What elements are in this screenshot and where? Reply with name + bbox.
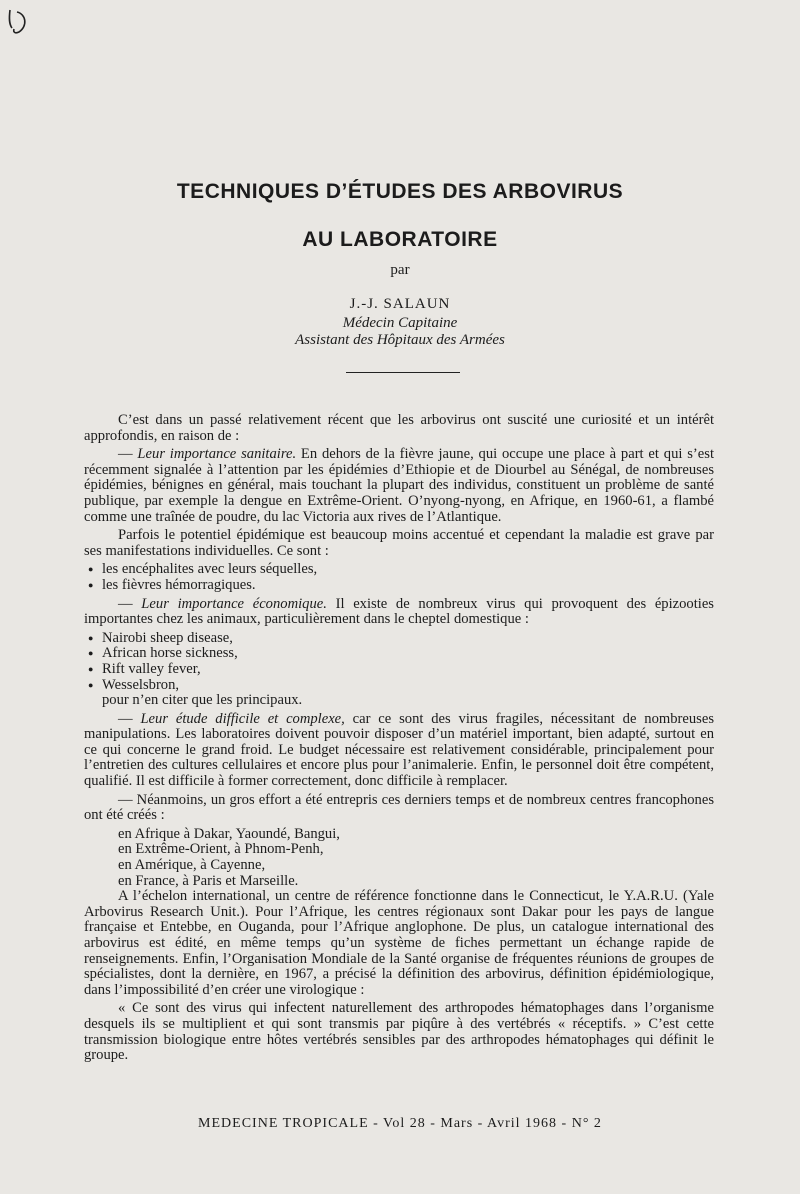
- list-item: ● Nairobi sheep disease,: [84, 631, 714, 647]
- byline-par: par: [390, 262, 410, 278]
- list-item: en France, à Paris et Marseille.: [118, 872, 299, 889]
- section-etude-heading: Leur étude difficile et complexe,: [140, 710, 345, 727]
- list-item-trailing: pour n’en citer que les principaux.: [102, 692, 303, 709]
- list-item: ● les fièvres hémorragiques.: [84, 578, 714, 594]
- paragraph-international: A l’échelon international, un centre de référence fonctionne dans le Connecticut, le Y.A.R.U. (Yale Arbovirus Research Unit.). Pour l’Afrique, les centres régionaux sont Dakar pour les pays de langue française et Entebbe, en Ouganda, pour l’Afrique anglophone. De plus, un catalogue international des arbovirus est édité, en même temps qu’un système de fiches permettant un échange rapide de renseignements. Enfin, l’Organisation Mondiale de la Santé organise de fréquentes réunions de groupes de spécialistes, dont la dernière, en 1967, a précisé la définition des arbovirus, définition épidémiologique, dans l’impossibilité d’en créer une virologique :: [84, 888, 714, 998]
- section-centres: — Néanmoins, un gros effort a été entrepris ces derniers temps et de nombreux centres francophones ont été créés :: [84, 791, 714, 824]
- list-item: en Afrique à Dakar, Yaoundé, Bangui,: [118, 825, 340, 842]
- page-corner-mark: [6, 6, 32, 36]
- author-role-2: Assistant des Hôpitaux des Armées: [295, 332, 505, 348]
- article-body: [84, 413, 714, 1067]
- intro-paragraph: C’est dans un passé relativement récent que les arbovirus ont suscité une curiosité et un intérêt approfondis, en raison de :: [84, 412, 714, 444]
- author-role-1: Médecin Capitaine: [342, 315, 458, 331]
- list-item: ● African horse sickness,: [84, 646, 714, 662]
- section-etude: — Leur étude difficile et complexe, car ce sont des virus fragiles, nécessitant de nombreuses manipulations. Les laboratoires doivent pouvoir disposer d’un matériel important, bien adapté, surtout en ce qui concerne le grand froid. Le budget nécessaire est relativement considérable, principalement pour l’entretien des cultures cellulaires et encore plus pour l’animalerie. Enfin, le personnel doit être compétent, qualifié. Il est difficile à former correctement, donc difficile à remplacer.: [84, 710, 714, 790]
- article-title-line1: TECHNIQUES D’ÉTUDES DES ARBOVIRUS: [176, 180, 624, 203]
- centres-list: [84, 827, 714, 889]
- author-name: J.-J. SALAUN: [349, 296, 451, 312]
- journal-footer: MEDECINE TROPICALE - Vol 28 - Mars - Avril 1968 - N° 2: [198, 1116, 602, 1131]
- section-sanitaire-heading: Leur importance sanitaire.: [137, 446, 297, 463]
- sanitaire-bullet-list: [84, 562, 714, 593]
- title-divider: [346, 372, 460, 373]
- list-item: en Extrême-Orient, à Phnom-Penh,: [118, 841, 324, 858]
- list-item: ● les encéphalites avec leurs séquelles,: [84, 562, 714, 578]
- section-economique-heading: Leur importance économique.: [141, 595, 327, 612]
- article-title-line2: AU LABORATOIRE: [302, 228, 498, 251]
- section-sanitaire-paragraph-2: Parfois le potentiel épidémique est beaucoup moins accentué et cependant la maladie est grave par ses manifestations individuelles. Ce sont :: [84, 527, 714, 559]
- section-sanitaire: — Leur importance sanitaire. En dehors de la fièvre jaune, qui occupe une place à part et qui s’est récemment signalée à l’attention par les épidémies d’Ethiopie et de Diourbel au Sénégal, de nombreuses épidémies, bénignes en général, mais touchant la plupart des individus, constituent un problème de santé publique, par exemple la dengue en Extrême-Orient. O’nyong-nyong, en Afrique, en 1960-61, a flambé comme une traînée de poudre, du lac Victoria aux rives de l’Atlantique.: [84, 446, 715, 525]
- paragraph-definition-quote: « Ce sont des virus qui infectent naturellement des arthropodes hématophages dans l’organisme desquels ils se multiplient et qui sont transmis par piqûre à des vertébrés « réceptifs. » C’est cette transmission biologique entre hôtes vertébrés sensibles par des arthropodes hématophages qui définit le groupe.: [84, 1000, 714, 1064]
- section-economique: — Leur importance économique. Il existe de nombreux virus qui provoquent des épizooties importantes chez les animaux, particulièrement dans le cheptel domestique :: [84, 595, 714, 628]
- list-item: en Amérique, à Cayenne,: [118, 857, 266, 874]
- economique-bullet-list: [84, 631, 714, 709]
- list-item: ● Rift valley fever,: [84, 662, 714, 678]
- list-item: ● Wesselsbron,: [84, 678, 714, 694]
